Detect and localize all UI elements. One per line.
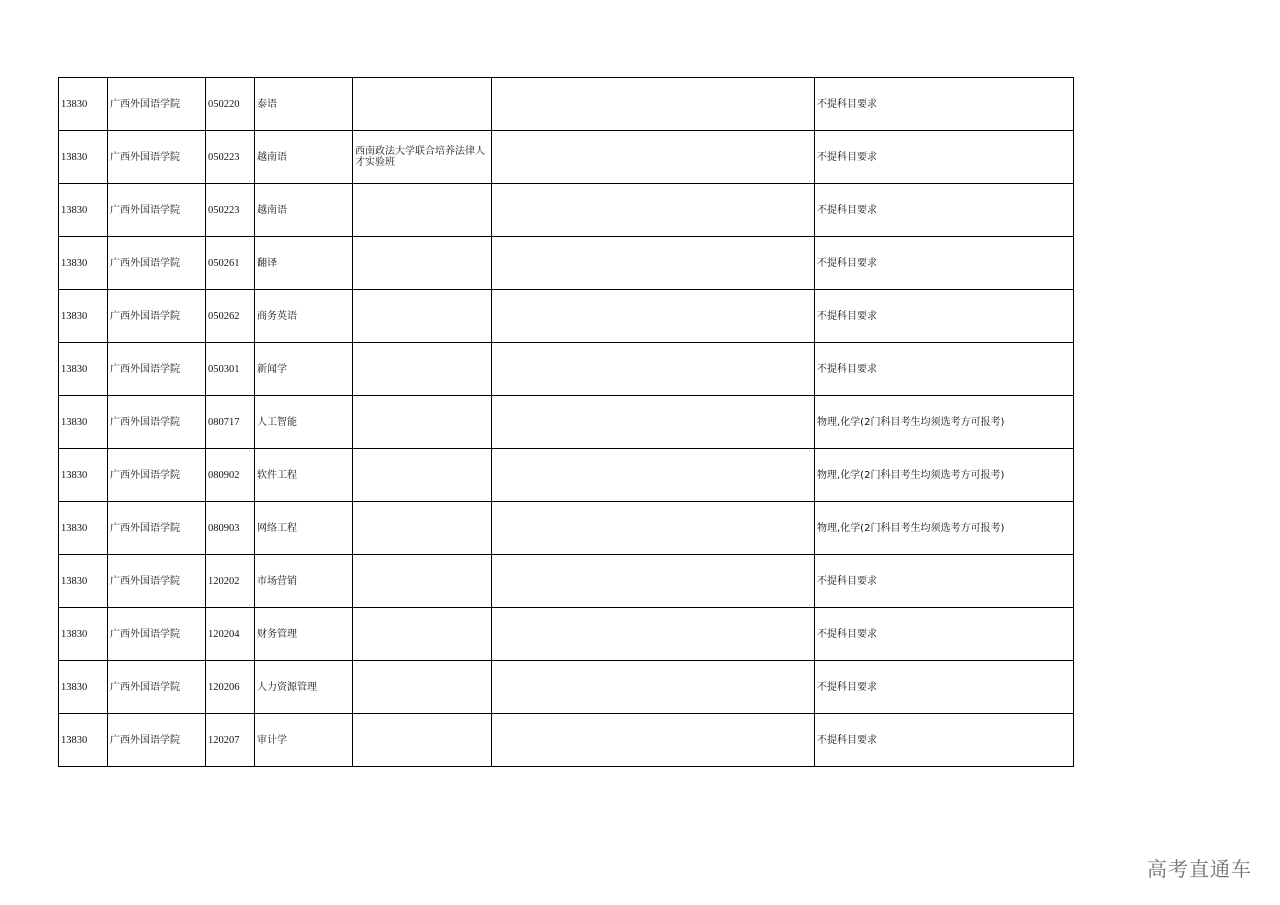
school-name-cell: 广西外国语学院 — [108, 78, 206, 131]
school-code-cell: 13830 — [59, 343, 108, 396]
school-name-cell: 广西外国语学院 — [108, 555, 206, 608]
major-name-cell: 翻译 — [255, 237, 353, 290]
major-note-cell — [353, 78, 492, 131]
major-code-cell: 080903 — [206, 502, 255, 555]
major-name-cell: 越南语 — [255, 184, 353, 237]
school-code-cell: 13830 — [59, 237, 108, 290]
school-name-cell: 广西外国语学院 — [108, 449, 206, 502]
school-name-cell: 广西外国语学院 — [108, 661, 206, 714]
subject-requirement-cell: 不提科目要求 — [815, 661, 1074, 714]
table-row — [59, 608, 1074, 661]
school-name-cell: 广西外国语学院 — [108, 502, 206, 555]
empty-cell — [492, 131, 815, 184]
subject-requirement-cell: 不提科目要求 — [815, 78, 1074, 131]
school-name-cell: 广西外国语学院 — [108, 184, 206, 237]
school-name-cell: 广西外国语学院 — [108, 396, 206, 449]
empty-cell — [492, 714, 815, 767]
major-note-cell: 西南政法大学联合培养法律人才实验班 — [353, 131, 492, 184]
major-note-cell — [353, 608, 492, 661]
major-code-cell: 120207 — [206, 714, 255, 767]
major-code-cell: 050261 — [206, 237, 255, 290]
empty-cell — [492, 555, 815, 608]
school-name-cell: 广西外国语学院 — [108, 714, 206, 767]
table-body — [59, 78, 1074, 767]
empty-cell — [492, 343, 815, 396]
major-name-cell: 新闻学 — [255, 343, 353, 396]
major-note-cell — [353, 290, 492, 343]
empty-cell — [492, 237, 815, 290]
subject-requirement-cell: 不提科目要求 — [815, 608, 1074, 661]
major-code-cell: 080717 — [206, 396, 255, 449]
school-code-cell: 13830 — [59, 661, 108, 714]
table-row — [59, 184, 1074, 237]
table-row — [59, 343, 1074, 396]
school-code-cell: 13830 — [59, 608, 108, 661]
major-code-cell: 050220 — [206, 78, 255, 131]
watermark-text: 高考直通车 — [1147, 857, 1252, 881]
subject-requirement-cell: 物理,化学(2门科目考生均须选考方可报考) — [815, 502, 1074, 555]
subject-requirement-cell: 不提科目要求 — [815, 714, 1074, 767]
subject-requirement-cell: 物理,化学(2门科目考生均须选考方可报考) — [815, 449, 1074, 502]
school-code-cell: 13830 — [59, 290, 108, 343]
empty-cell — [492, 184, 815, 237]
major-name-cell: 商务英语 — [255, 290, 353, 343]
subject-requirement-cell: 不提科目要求 — [815, 343, 1074, 396]
school-code-cell: 13830 — [59, 555, 108, 608]
major-name-cell: 市场营销 — [255, 555, 353, 608]
school-code-cell: 13830 — [59, 78, 108, 131]
subject-requirement-cell: 物理,化学(2门科目考生均须选考方可报考) — [815, 396, 1074, 449]
major-code-cell: 080902 — [206, 449, 255, 502]
major-code-cell: 050223 — [206, 184, 255, 237]
school-code-cell: 13830 — [59, 184, 108, 237]
school-name-cell: 广西外国语学院 — [108, 290, 206, 343]
empty-cell — [492, 449, 815, 502]
major-code-cell: 050301 — [206, 343, 255, 396]
major-code-cell: 050223 — [206, 131, 255, 184]
table-row — [59, 131, 1074, 184]
school-code-cell: 13830 — [59, 502, 108, 555]
major-code-cell: 120206 — [206, 661, 255, 714]
school-code-cell: 13830 — [59, 131, 108, 184]
major-name-cell: 泰语 — [255, 78, 353, 131]
major-note-cell — [353, 237, 492, 290]
school-name-cell: 广西外国语学院 — [108, 608, 206, 661]
subject-requirement-cell: 不提科目要求 — [815, 184, 1074, 237]
empty-cell — [492, 661, 815, 714]
empty-cell — [492, 396, 815, 449]
table-row — [59, 396, 1074, 449]
major-note-cell — [353, 502, 492, 555]
major-name-cell: 越南语 — [255, 131, 353, 184]
major-name-cell: 审计学 — [255, 714, 353, 767]
subject-requirement-cell: 不提科目要求 — [815, 290, 1074, 343]
major-name-cell: 人工智能 — [255, 396, 353, 449]
major-name-cell: 软件工程 — [255, 449, 353, 502]
table-row — [59, 237, 1074, 290]
subject-requirement-cell: 不提科目要求 — [815, 555, 1074, 608]
empty-cell — [492, 502, 815, 555]
subject-requirement-table — [58, 77, 1074, 767]
table-row — [59, 290, 1074, 343]
major-name-cell: 网络工程 — [255, 502, 353, 555]
major-code-cell: 120202 — [206, 555, 255, 608]
major-code-cell: 120204 — [206, 608, 255, 661]
school-code-cell: 13830 — [59, 714, 108, 767]
school-code-cell: 13830 — [59, 396, 108, 449]
major-note-cell — [353, 555, 492, 608]
major-note-cell — [353, 449, 492, 502]
subject-requirement-cell: 不提科目要求 — [815, 131, 1074, 184]
table-row — [59, 78, 1074, 131]
major-note-cell — [353, 184, 492, 237]
empty-cell — [492, 608, 815, 661]
school-name-cell: 广西外国语学院 — [108, 131, 206, 184]
major-note-cell — [353, 343, 492, 396]
subject-requirement-cell: 不提科目要求 — [815, 237, 1074, 290]
table-row — [59, 714, 1074, 767]
empty-cell — [492, 78, 815, 131]
table-row — [59, 661, 1074, 714]
school-name-cell: 广西外国语学院 — [108, 237, 206, 290]
major-name-cell: 人力资源管理 — [255, 661, 353, 714]
major-code-cell: 050262 — [206, 290, 255, 343]
table-row — [59, 555, 1074, 608]
major-note-cell — [353, 661, 492, 714]
major-name-cell: 财务管理 — [255, 608, 353, 661]
major-note-cell — [353, 714, 492, 767]
school-code-cell: 13830 — [59, 449, 108, 502]
table-row — [59, 449, 1074, 502]
table-row — [59, 502, 1074, 555]
school-name-cell: 广西外国语学院 — [108, 343, 206, 396]
major-note-cell — [353, 396, 492, 449]
empty-cell — [492, 290, 815, 343]
